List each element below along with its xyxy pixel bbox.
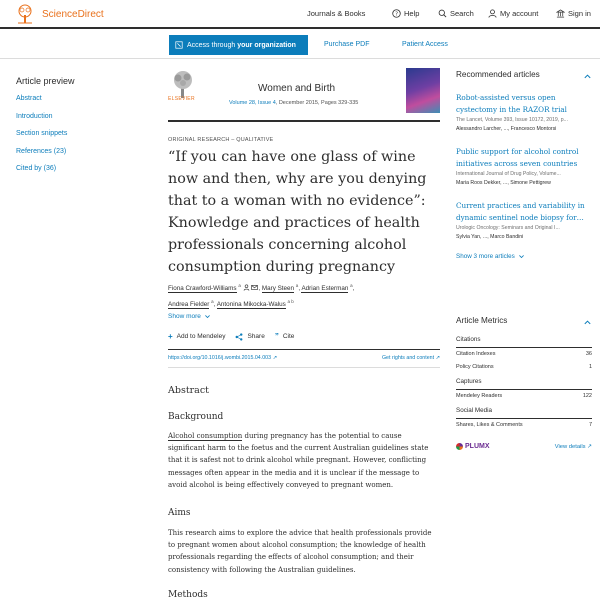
add-mendeley-button[interactable]: [168, 332, 225, 341]
policy-citations-row: Policy Citations 1: [456, 364, 592, 370]
recommended-header[interactable]: [456, 70, 592, 86]
journal-cover-image[interactable]: [406, 68, 440, 113]
search-icon: [438, 9, 447, 18]
external-link-icon: ↗: [272, 355, 278, 361]
plumx-row: [456, 440, 592, 460]
svg-text:?: ?: [395, 11, 398, 18]
recommended-item: [456, 200, 592, 240]
plumx-icon: [456, 443, 463, 450]
doi-bar: [168, 349, 440, 368]
elsevier-label: ELSEVIER: [168, 96, 195, 102]
show-more-articles-button[interactable]: [456, 253, 592, 260]
cite-label: Cite: [282, 333, 295, 340]
patient-access-link[interactable]: Patient Access: [402, 41, 448, 48]
citations-category: Citations: [456, 332, 592, 348]
chevron-down-icon: [518, 253, 525, 260]
author-4[interactable]: Andrea Fielder: [168, 300, 210, 308]
share-button[interactable]: [235, 333, 264, 341]
author-2[interactable]: Mary Steen: [261, 285, 295, 293]
abstract-heading: Abstract: [168, 385, 209, 396]
recommended-item-authors: Alessandro Larcher, ..., Francesco Montorsi: [456, 126, 557, 132]
aims-paragraph: This research aims to explore the advice that health professionals provide to pregnant women about alcohol consumption; the knowledge of health professionals regarding the effects of alcohol consumption; and their consistency with following the Australian guidelines.: [168, 529, 432, 574]
brand-name: ScienceDirect: [42, 8, 104, 20]
email-icon[interactable]: [251, 284, 258, 291]
sidebar-link-section-snippets[interactable]: Section snippets: [16, 130, 68, 137]
mendeley-readers-value: 122: [582, 393, 592, 399]
sidebar-link-references[interactable]: References (23): [16, 147, 67, 155]
recommended-item-title[interactable]: Robot-assisted versus open cystectomy in the RAZOR trial: [456, 93, 567, 114]
background-heading: Background: [168, 412, 224, 422]
citation-indexes-value: 36: [585, 351, 592, 357]
institution-icon: [556, 9, 565, 18]
mendeley-readers-row: Mendeley Readers 122: [456, 393, 592, 399]
external-link-icon: ↗: [587, 444, 592, 450]
add-mendeley-label: Add to Mendeley: [176, 333, 226, 340]
access-organization-button[interactable]: [169, 35, 308, 55]
sign-in-label: Sign in: [568, 9, 591, 18]
chevron-down-icon: [204, 313, 211, 320]
article-title: “If you can have one glass of wine now and then, why are you denying that to a woman with no evidence”: Knowledge and practices of health professionals concerning alcohol consumption during pregnancy: [168, 149, 427, 275]
cite-button[interactable]: [275, 332, 295, 341]
plumx-logo[interactable]: PLUMX: [456, 443, 490, 450]
share-icon: [235, 333, 243, 341]
help-link[interactable]: [392, 9, 419, 18]
article-tools: [168, 332, 294, 341]
access-label: Access through your organization: [187, 41, 296, 49]
my-account-link[interactable]: [488, 9, 538, 18]
sciencedirect-logo[interactable]: [14, 4, 104, 24]
methods-heading: Methods: [168, 590, 208, 600]
journal-header: [168, 66, 440, 122]
search-link[interactable]: [438, 9, 474, 18]
recommended-item-title[interactable]: Public support for alcohol control initiatives across seven countries: [456, 147, 579, 168]
help-icon: [392, 9, 401, 18]
alcohol-consumption-link[interactable]: Alcohol consumption: [168, 432, 243, 440]
top-header: [0, 0, 600, 29]
citation-indexes-row: Citation Indexes 36: [456, 351, 592, 357]
author-list: Fiona Crawford-Williams $^a$ , Mary Steen $^a$, Adrian Esterman $^a$, Andrea Fielder $^a$, Antonina Mikocka-Walus $^{a b}$: [168, 283, 355, 308]
sign-in-link[interactable]: [556, 9, 591, 18]
volume-link[interactable]: Volume 28, Issue 4: [229, 100, 276, 106]
sidebar-link-cited-by[interactable]: Cited by (36): [16, 165, 57, 172]
sidebar-title: Article preview: [16, 76, 75, 86]
search-label: Search: [450, 9, 474, 18]
author-3[interactable]: Adrian Esterman: [301, 285, 349, 293]
external-link-icon: ↗: [435, 355, 440, 361]
policy-citations-value: 1: [588, 364, 592, 370]
author-3-affil: a: [350, 283, 353, 288]
journal-volume: [229, 100, 358, 106]
author-4-affil: a: [211, 298, 214, 304]
author-1-affil: a: [238, 283, 241, 288]
chevron-up-icon: [583, 72, 592, 81]
author-5[interactable]: Antonina Mikocka-Walus: [216, 300, 286, 308]
rights-link[interactable]: Get rights and content ↗: [381, 355, 440, 361]
quote-icon: ”: [274, 332, 279, 341]
user-icon: [488, 9, 497, 18]
sidebar-link-abstract[interactable]: Abstract: [16, 95, 42, 102]
article-preview-sidebar: [16, 76, 146, 183]
background-paragraph: Alcohol consumption during pregnancy has the potential to cause significant harm to the foetus and the current Australian guidelines state that it is safest not to drink alcohol while pregnant. However, conflicting messages often appear in the media and it is unclear if the message to avoid alcohol is being effectively conveyed to pregnant women.: [168, 432, 429, 489]
show-more-button[interactable]: [168, 313, 211, 320]
recommended-item-source: Urologic Oncology: Seminars and Original I...: [456, 225, 560, 231]
recommended-item: [456, 146, 592, 186]
author-5-affil: a b: [287, 298, 294, 304]
recommended-item-source: International Journal of Drug Policy, Volume...: [456, 171, 561, 177]
recommended-item-title[interactable]: Current practices and variability in dynamic sentinel node biopsy for…: [456, 201, 585, 222]
journals-books-link[interactable]: [307, 9, 365, 18]
shares-value: 7: [588, 422, 592, 428]
recommended-panel: [456, 70, 592, 260]
chevron-up-icon: [583, 318, 592, 327]
recommended-item-authors: Maria Roos Dekker, ..., Simone Pettigrew: [456, 180, 551, 186]
purchase-pdf-link[interactable]: Purchase PDF: [324, 41, 370, 48]
plus-icon: +: [168, 332, 173, 341]
show-more-articles-label: Show 3 more articles: [456, 253, 515, 260]
social-media-category: Social Media: [456, 403, 592, 419]
article-action-bar: [0, 31, 600, 59]
aims-heading: Aims: [168, 508, 191, 518]
help-label: Help: [404, 9, 420, 18]
recommended-title: Recommended articles: [456, 70, 540, 79]
institution-icon: [175, 41, 183, 49]
doi-link[interactable]: https://doi.org/10.1016/j.wombi.2015.04.003 ↗: [168, 355, 278, 361]
volume-pages: , December 2015, Pages 329-335: [275, 100, 359, 106]
person-icon: [243, 284, 250, 291]
recommended-item: [456, 92, 592, 132]
metrics-title: Article Metrics: [456, 316, 508, 325]
my-account-label: My account: [500, 9, 539, 18]
shares-row: Shares, Likes & Comments 7: [456, 422, 592, 428]
article-metrics-panel: [456, 316, 592, 460]
journal-title[interactable]: Women and Birth: [258, 83, 336, 94]
article-type: ORIGINAL RESEARCH – QUALITATIVE: [168, 137, 274, 143]
view-details-link[interactable]: View details ↗: [554, 444, 592, 450]
author-2-affil: a: [295, 283, 299, 288]
show-more-label: Show more: [168, 313, 201, 320]
author-1[interactable]: Fiona Crawford-Williams: [168, 285, 237, 293]
recommended-item-source: The Lancet, Volume 393, Issue 10172, 2019, p...: [456, 117, 568, 123]
share-label: Share: [247, 333, 265, 340]
journals-books-label: Journals & Books: [307, 9, 366, 18]
elsevier-tree-icon: [14, 4, 36, 24]
recommended-item-authors: Sylvia Yan, ..., Marco Bandini: [456, 234, 524, 240]
sidebar-link-introduction[interactable]: Introduction: [16, 112, 53, 120]
metrics-header[interactable]: [456, 316, 592, 332]
captures-category: Captures: [456, 374, 592, 390]
